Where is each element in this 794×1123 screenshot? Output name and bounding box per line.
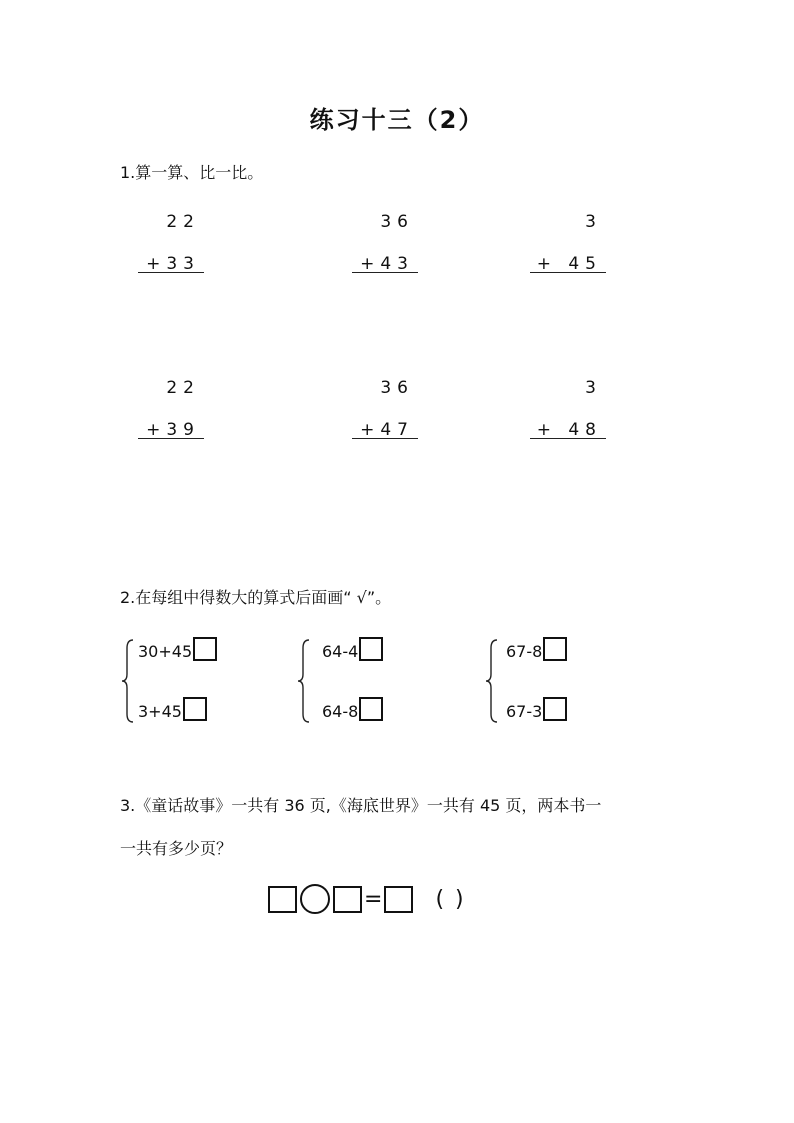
answer-box[interactable] [359, 637, 383, 661]
q1-r1-c3-top: 3 [585, 212, 602, 232]
answer-box[interactable] [543, 697, 567, 721]
answer-box[interactable] [359, 697, 383, 721]
q1-r2-c1-bottom: +39 [146, 420, 200, 440]
q1-r1-c1-top: 22 [166, 212, 200, 232]
q2-g1-expr-a [138, 637, 217, 661]
q2-g1-expr-b [138, 697, 207, 721]
q2-g3-expr-b [506, 697, 567, 721]
question-1-prompt: 1.算一算、比一比。 [120, 163, 264, 182]
answer-box[interactable] [543, 637, 567, 661]
q2-g1-expr-b-text: 3+45 [138, 702, 182, 721]
question-3-line-1: 3.《童话故事》一共有 36 页,《海底世界》一共有 45 页，两本书一 [120, 796, 602, 815]
q1-r2-c3-bottom: + 48 [536, 420, 602, 440]
q2-g2-expr-b [322, 697, 383, 721]
q1-r1-c2-underline [352, 272, 418, 273]
answer-box[interactable] [384, 886, 413, 913]
q2-g1-expr-a-text: 30+45 [138, 642, 193, 661]
q1-r1-c2-top: 36 [380, 212, 414, 232]
q2-g3-expr-b-text: 67-3 [506, 702, 543, 721]
q2-g3-expr-a-text: 67-8 [506, 642, 543, 661]
q1-r1-c1-bottom: +33 [146, 254, 200, 274]
left-brace-icon [485, 638, 499, 724]
q1-r1-c3-bottom: + 45 [536, 254, 602, 274]
q1-r2-c2-underline [352, 438, 418, 439]
question-2-prompt: 2.在每组中得数大的算式后面画“ √”。 [120, 588, 392, 607]
operator-circle[interactable] [300, 884, 330, 914]
q1-r2-c1-top: 22 [166, 378, 200, 398]
q1-r2-c3-top: 3 [585, 378, 602, 398]
left-brace-icon [121, 638, 135, 724]
question-3-line-2: 一共有多少页？ [120, 839, 233, 858]
equals-sign: = [364, 886, 383, 912]
answer-box[interactable] [268, 886, 297, 913]
unit-parentheses: ( ) [435, 886, 466, 912]
answer-box[interactable] [193, 637, 217, 661]
equation-template [268, 884, 466, 914]
answer-box[interactable] [333, 886, 362, 913]
q2-g2-expr-a [322, 637, 383, 661]
left-brace-icon [297, 638, 311, 724]
q2-g3-expr-a [506, 637, 567, 661]
q1-r2-c2-bottom: +47 [360, 420, 414, 440]
q1-r2-c3-underline [530, 438, 606, 439]
q1-r1-c2-bottom: +43 [360, 254, 414, 274]
page-title: 练习十三（2） [309, 106, 485, 134]
answer-box[interactable] [183, 697, 207, 721]
q1-r2-c2-top: 36 [380, 378, 414, 398]
q1-r1-c3-underline [530, 272, 606, 273]
q2-g2-expr-b-text: 64-8 [322, 702, 359, 721]
q2-g2-expr-a-text: 64-4 [322, 642, 359, 661]
q1-r1-c1-underline [138, 272, 204, 273]
q1-r2-c1-underline [138, 438, 204, 439]
